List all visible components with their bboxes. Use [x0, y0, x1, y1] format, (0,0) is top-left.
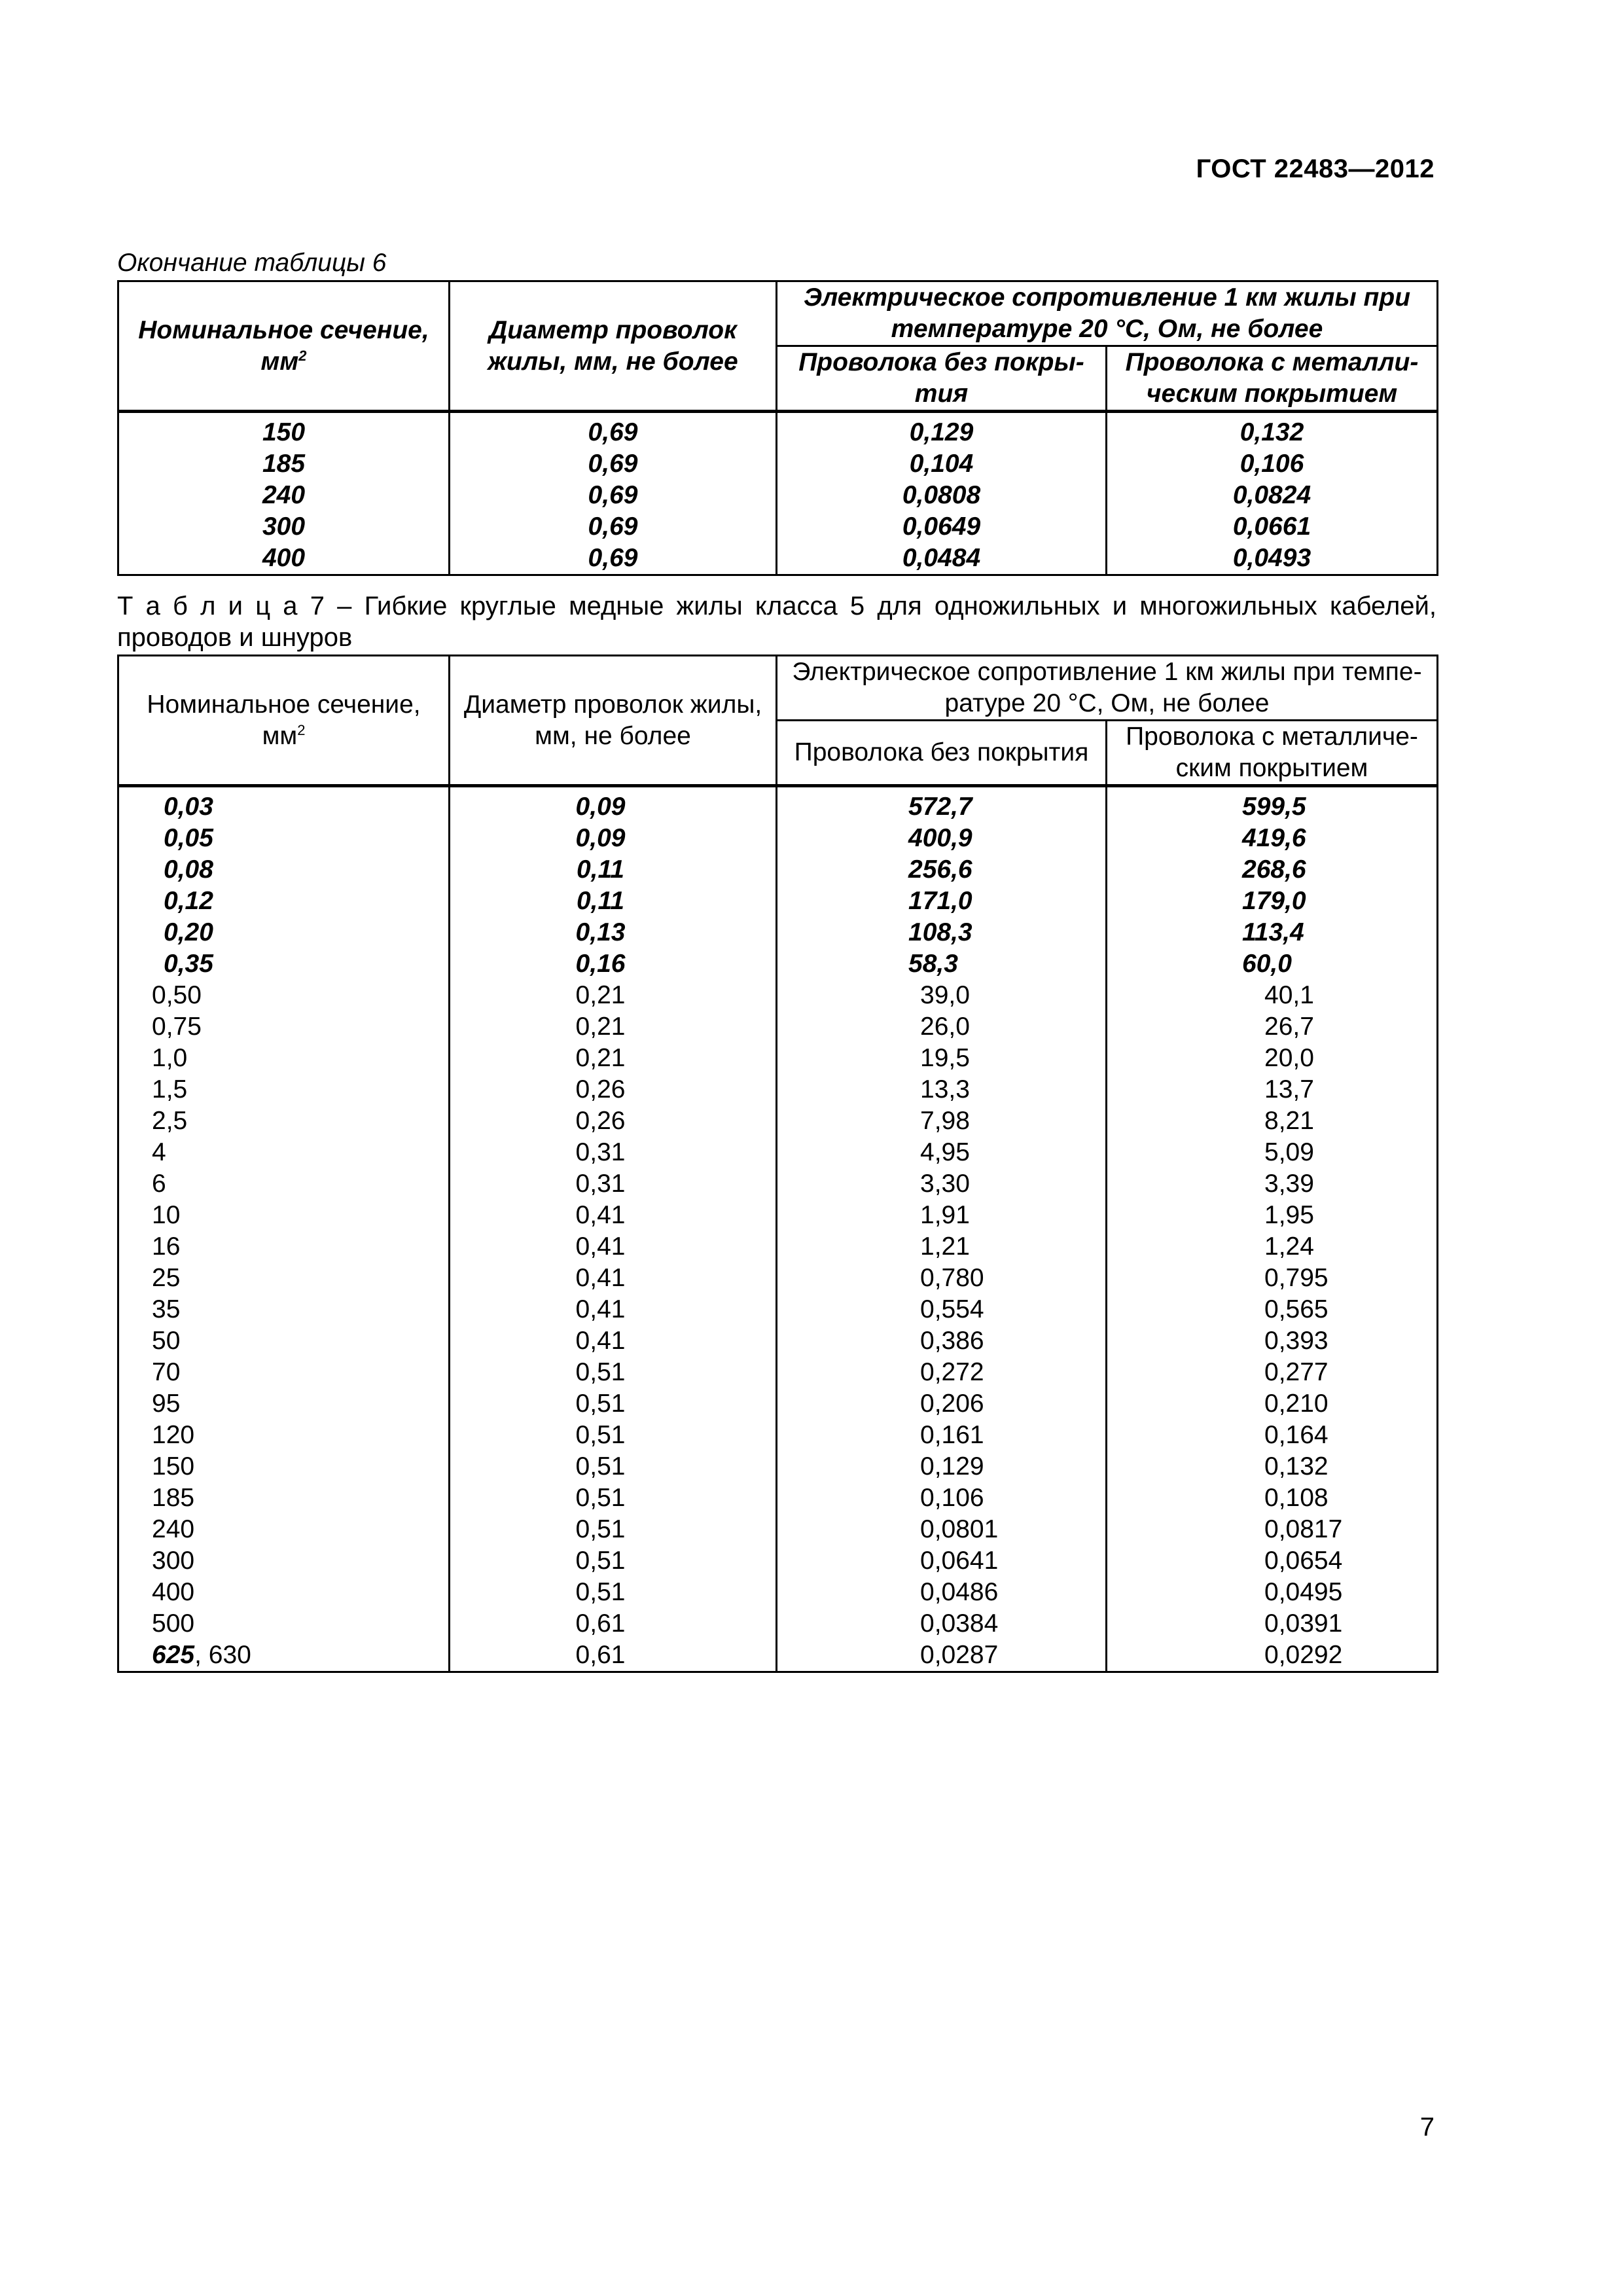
t6-cell-section: 185 — [118, 448, 450, 480]
t7-cell-plain: 7,98 — [777, 1105, 1107, 1137]
t7-cell-diameter: 0,09 — [450, 786, 777, 823]
t7-cell-diameter: 0,13 — [450, 917, 777, 948]
t6-cell-coated: 0,0824 — [1107, 480, 1438, 511]
t6-body — [118, 412, 1438, 575]
t7-cell-coated: 0,132 — [1107, 1451, 1438, 1482]
t7-cell-coated: 419,6 — [1107, 823, 1438, 854]
t7-cell-plain: 0,386 — [777, 1325, 1107, 1357]
t7-cell-diameter: 0,11 — [450, 886, 777, 917]
t7-cell-coated: 8,21 — [1107, 1105, 1438, 1137]
table-row — [118, 1200, 1438, 1231]
table-6 — [117, 280, 1438, 576]
t7-cell-coated: 0,0391 — [1107, 1608, 1438, 1640]
t7-cell-diameter: 0,26 — [450, 1074, 777, 1105]
t7-cell-plain: 0,0801 — [777, 1514, 1107, 1545]
t7-cell-section-bold-part: 625 — [152, 1641, 195, 1669]
table-row — [118, 1011, 1438, 1043]
t7-cell-diameter: 0,51 — [450, 1451, 777, 1482]
t7-cell-section: 25 — [118, 1263, 450, 1294]
table-7 — [117, 655, 1438, 1673]
table-row — [118, 1357, 1438, 1388]
table-row — [118, 1074, 1438, 1105]
t6-header-plain: Проволока без покры-тия — [777, 346, 1107, 412]
t7-cell-diameter: 0,21 — [450, 1043, 777, 1074]
t7-cell-coated: 0,393 — [1107, 1325, 1438, 1357]
table-row — [118, 1294, 1438, 1325]
t7-cell-plain: 0,206 — [777, 1388, 1107, 1420]
t6-cell-coated: 0,0661 — [1107, 511, 1438, 543]
t7-cell-section: 35 — [118, 1294, 450, 1325]
t7-cell-section — [118, 1640, 450, 1672]
t7-cell-plain: 4,95 — [777, 1137, 1107, 1168]
t7-cell-coated: 1,95 — [1107, 1200, 1438, 1231]
t7-cell-diameter: 0,09 — [450, 823, 777, 854]
t7-header-section: Номинальное сечение, $мм^2$ — [118, 656, 450, 786]
table-row — [118, 980, 1438, 1011]
t7-cell-section: 0,08 — [118, 854, 450, 886]
t7-cell-diameter: 0,21 — [450, 1011, 777, 1043]
t7-cell-diameter: 0,51 — [450, 1577, 777, 1608]
t7-cell-coated: 268,6 — [1107, 854, 1438, 886]
t7-cell-section: 50 — [118, 1325, 450, 1357]
t6-cell-section: 400 — [118, 543, 450, 575]
t7-header-resistance: Электрическое сопротивление 1 км жилы при темпе-ратуре 20 °С, Ом, не более — [777, 656, 1438, 721]
t7-cell-diameter: 0,41 — [450, 1263, 777, 1294]
t7-header-plain: Проволока без покрытия — [777, 721, 1107, 786]
t7-cell-plain: 26,0 — [777, 1011, 1107, 1043]
t6-cell-coated: 0,0493 — [1107, 543, 1438, 575]
t7-cell-section: 120 — [118, 1420, 450, 1451]
t7-cell-section: 10 — [118, 1200, 450, 1231]
page-number: 7 — [1419, 2113, 1435, 2142]
t6-cell-diameter: 0,69 — [450, 448, 777, 480]
t7-cell-section: 6 — [118, 1168, 450, 1200]
t7-cell-diameter: 0,21 — [450, 980, 777, 1011]
t7-cell-plain: 0,106 — [777, 1482, 1107, 1514]
t7-cell-section: 2,5 — [118, 1105, 450, 1137]
t6-cell-diameter: 0,69 — [450, 412, 777, 449]
t7-cell-diameter: 0,51 — [450, 1514, 777, 1545]
table6-continuation-caption: Окончание таблицы 6 — [117, 249, 387, 277]
t7-cell-diameter: 0,26 — [450, 1105, 777, 1137]
t7-cell-coated: 3,39 — [1107, 1168, 1438, 1200]
t7-cell-section: 1,5 — [118, 1074, 450, 1105]
table-row — [118, 448, 1438, 480]
t7-cell-coated: 0,565 — [1107, 1294, 1438, 1325]
t7-cell-coated: 0,0495 — [1107, 1577, 1438, 1608]
t7-cell-plain: 572,7 — [777, 786, 1107, 823]
t7-cell-coated: 0,0654 — [1107, 1545, 1438, 1577]
t7-cell-section: 0,12 — [118, 886, 450, 917]
t7-cell-coated: 60,0 — [1107, 948, 1438, 980]
t7-cell-section: 400 — [118, 1577, 450, 1608]
t7-cell-section: 1,0 — [118, 1043, 450, 1074]
t7-cell-coated: 599,5 — [1107, 786, 1438, 823]
t7-cell-diameter: 0,61 — [450, 1608, 777, 1640]
t6-cell-plain: 0,104 — [777, 448, 1107, 480]
t7-header-coated: Проволока с металличе-ским покрытием — [1107, 721, 1438, 786]
t6-cell-section: 240 — [118, 480, 450, 511]
table-row — [118, 1545, 1438, 1577]
t7-cell-diameter: 0,41 — [450, 1325, 777, 1357]
table-row — [118, 1325, 1438, 1357]
t7-cell-diameter: 0,51 — [450, 1482, 777, 1514]
t7-cell-diameter: 0,41 — [450, 1294, 777, 1325]
t7-cell-plain: 0,780 — [777, 1263, 1107, 1294]
table-row — [118, 1168, 1438, 1200]
t7-cell-diameter: 0,41 — [450, 1200, 777, 1231]
document-code: ГОСТ 22483—2012 — [1196, 154, 1435, 183]
t6-cell-section: 300 — [118, 511, 450, 543]
t6-cell-plain: 0,0808 — [777, 480, 1107, 511]
table-row — [118, 1577, 1438, 1608]
table-row — [118, 1043, 1438, 1074]
table-row — [118, 412, 1438, 449]
t7-cell-plain: 3,30 — [777, 1168, 1107, 1200]
t7-cell-section: 4 — [118, 1137, 450, 1168]
t7-cell-coated: 0,0292 — [1107, 1640, 1438, 1672]
table-row — [118, 1420, 1438, 1451]
table7-caption: Т а б л и ц а 7 – Гибкие круглые медные жилы класса 5 для одножильных и многожильных кабелей, проводов и шнуров — [117, 592, 1436, 652]
table-row — [118, 1608, 1438, 1640]
table-row — [118, 1388, 1438, 1420]
table-row — [118, 917, 1438, 948]
table-row — [118, 886, 1438, 917]
t7-cell-plain: 0,0287 — [777, 1640, 1107, 1672]
t7-cell-coated: 179,0 — [1107, 886, 1438, 917]
t7-cell-plain: 0,161 — [777, 1420, 1107, 1451]
table-row — [118, 1105, 1438, 1137]
t7-cell-diameter: 0,41 — [450, 1231, 777, 1263]
t7-cell-coated: 0,210 — [1107, 1388, 1438, 1420]
t6-cell-plain: 0,0484 — [777, 543, 1107, 575]
t7-cell-section: 500 — [118, 1608, 450, 1640]
t7-cell-plain: 1,91 — [777, 1200, 1107, 1231]
t7-cell-section: 0,05 — [118, 823, 450, 854]
t7-cell-coated: 5,09 — [1107, 1137, 1438, 1168]
table-row — [118, 1231, 1438, 1263]
t7-cell-section: 70 — [118, 1357, 450, 1388]
table-row — [118, 786, 1438, 823]
t6-header-coated: Проволока с металли-ческим покрытием — [1107, 346, 1438, 412]
t6-header-section: Номинальное сечение, $мм^2$ — [118, 281, 450, 412]
t7-cell-diameter: 0,61 — [450, 1640, 777, 1672]
t7-cell-section: 150 — [118, 1451, 450, 1482]
t7-cell-coated: 20,0 — [1107, 1043, 1438, 1074]
t7-cell-plain: 256,6 — [777, 854, 1107, 886]
table-row — [118, 1640, 1438, 1672]
table-row — [118, 1514, 1438, 1545]
t6-cell-diameter: 0,69 — [450, 543, 777, 575]
t7-cell-diameter: 0,31 — [450, 1137, 777, 1168]
t7-cell-diameter: 0,51 — [450, 1420, 777, 1451]
t7-cell-plain: 0,272 — [777, 1357, 1107, 1388]
t6-header-diameter: Диаметр проволок жилы, мм, не более — [450, 281, 777, 412]
t7-cell-plain: 39,0 — [777, 980, 1107, 1011]
t7-cell-plain: 0,0486 — [777, 1577, 1107, 1608]
t7-cell-coated: 0,0817 — [1107, 1514, 1438, 1545]
t7-cell-section: 0,35 — [118, 948, 450, 980]
t7-cell-section: 0,20 — [118, 917, 450, 948]
t7-cell-plain: 0,554 — [777, 1294, 1107, 1325]
t7-cell-coated: 26,7 — [1107, 1011, 1438, 1043]
t7-cell-section: 0,03 — [118, 786, 450, 823]
t7-cell-section: 300 — [118, 1545, 450, 1577]
t6-cell-section: 150 — [118, 412, 450, 449]
table-row — [118, 480, 1438, 511]
t7-cell-plain: 108,3 — [777, 917, 1107, 948]
t7-cell-plain: 0,0641 — [777, 1545, 1107, 1577]
t7-cell-plain: 400,9 — [777, 823, 1107, 854]
t7-header-diameter: Диаметр проволок жилы, мм, не более — [450, 656, 777, 786]
t7-cell-coated: 0,108 — [1107, 1482, 1438, 1514]
t7-cell-plain: 58,3 — [777, 948, 1107, 980]
table-row — [118, 1482, 1438, 1514]
t7-cell-section: 0,75 — [118, 1011, 450, 1043]
t6-cell-diameter: 0,69 — [450, 511, 777, 543]
table-row — [118, 543, 1438, 575]
t7-cell-coated: 13,7 — [1107, 1074, 1438, 1105]
table-row — [118, 854, 1438, 886]
t7-cell-section-plain-part: , 630 — [194, 1641, 251, 1669]
t6-cell-coated: 0,132 — [1107, 412, 1438, 449]
t7-cell-plain: 0,129 — [777, 1451, 1107, 1482]
t7-cell-diameter: 0,11 — [450, 854, 777, 886]
t7-cell-coated: 0,795 — [1107, 1263, 1438, 1294]
t7-cell-plain: 0,0384 — [777, 1608, 1107, 1640]
t7-cell-section: 240 — [118, 1514, 450, 1545]
t6-cell-plain: 0,0649 — [777, 511, 1107, 543]
t7-cell-diameter: 0,51 — [450, 1388, 777, 1420]
t7-cell-section: 185 — [118, 1482, 450, 1514]
t7-cell-section: 95 — [118, 1388, 450, 1420]
table-row — [118, 1263, 1438, 1294]
t7-cell-coated: 0,277 — [1107, 1357, 1438, 1388]
table-row — [118, 823, 1438, 854]
t7-cell-section: 16 — [118, 1231, 450, 1263]
t7-cell-plain: 171,0 — [777, 886, 1107, 917]
t7-cell-section: 0,50 — [118, 980, 450, 1011]
t7-cell-coated: 40,1 — [1107, 980, 1438, 1011]
t7-cell-diameter: 0,51 — [450, 1357, 777, 1388]
table-row — [118, 511, 1438, 543]
table-row — [118, 1137, 1438, 1168]
t7-cell-plain: 1,21 — [777, 1231, 1107, 1263]
t7-cell-coated: 113,4 — [1107, 917, 1438, 948]
t6-cell-plain: 0,129 — [777, 412, 1107, 449]
t6-header-resistance: Электрическое сопротивление 1 км жилы при температуре 20 °С, Ом, не более — [777, 281, 1438, 346]
t7-cell-diameter: 0,51 — [450, 1545, 777, 1577]
t6-cell-diameter: 0,69 — [450, 480, 777, 511]
t7-cell-coated: 1,24 — [1107, 1231, 1438, 1263]
t7-body — [118, 786, 1438, 1672]
t7-cell-diameter: 0,31 — [450, 1168, 777, 1200]
t7-cell-coated: 0,164 — [1107, 1420, 1438, 1451]
table-row — [118, 1451, 1438, 1482]
t6-cell-coated: 0,106 — [1107, 448, 1438, 480]
table-row — [118, 948, 1438, 980]
t7-cell-diameter: 0,16 — [450, 948, 777, 980]
t7-cell-plain: 13,3 — [777, 1074, 1107, 1105]
t7-cell-plain: 19,5 — [777, 1043, 1107, 1074]
